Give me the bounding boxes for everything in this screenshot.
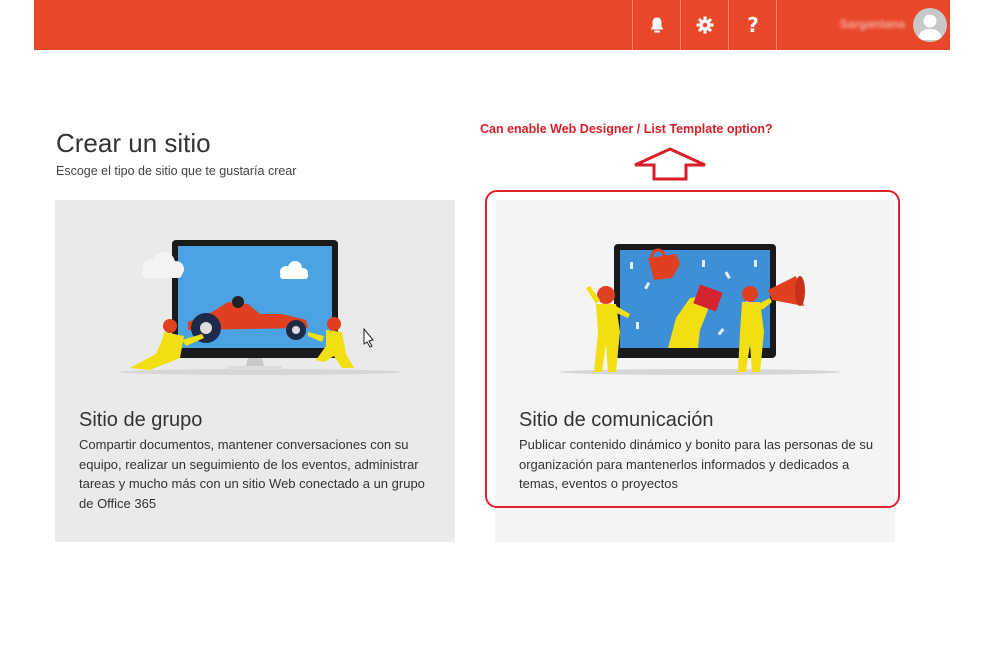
suite-header [34, 0, 950, 50]
notifications-button[interactable] [632, 0, 681, 50]
help-icon: ? [747, 13, 759, 37]
card-description: Publicar contenido dinámico y bonito para las personas de su organización para mantenerlos informados y dedicados a temas, eventos o proyectos [519, 437, 874, 491]
gear-icon [696, 16, 714, 34]
user-account-button[interactable] [776, 0, 951, 50]
card-title: Sitio de grupo [79, 409, 203, 431]
annotation-text: Can enable Web Designer / List Template option? [480, 122, 773, 136]
person-icon [913, 8, 947, 42]
bell-icon [649, 16, 665, 34]
page-title: Crear un sitio [56, 128, 211, 158]
up-arrow-annotation-icon [632, 147, 708, 181]
page-subtitle: Escoge el tipo de sitio que te gustaría crear [56, 164, 297, 178]
card-title: Sitio de comunicación [519, 409, 714, 431]
help-button[interactable] [728, 0, 777, 50]
race-car-monitor-illustration [110, 232, 400, 382]
card-description: Compartir documentos, mantener conversaciones con su equipo, realizar un seguimiento de los eventos, administrar tareas y mucho más con un sitio Web conectado a un grupo de Office 365 [79, 437, 425, 511]
avatar[interactable] [913, 8, 947, 42]
annotation-highlight-box [485, 190, 900, 508]
settings-button[interactable] [680, 0, 729, 50]
team-site-card[interactable] [55, 200, 455, 542]
user-name: Sargantana [839, 17, 905, 31]
